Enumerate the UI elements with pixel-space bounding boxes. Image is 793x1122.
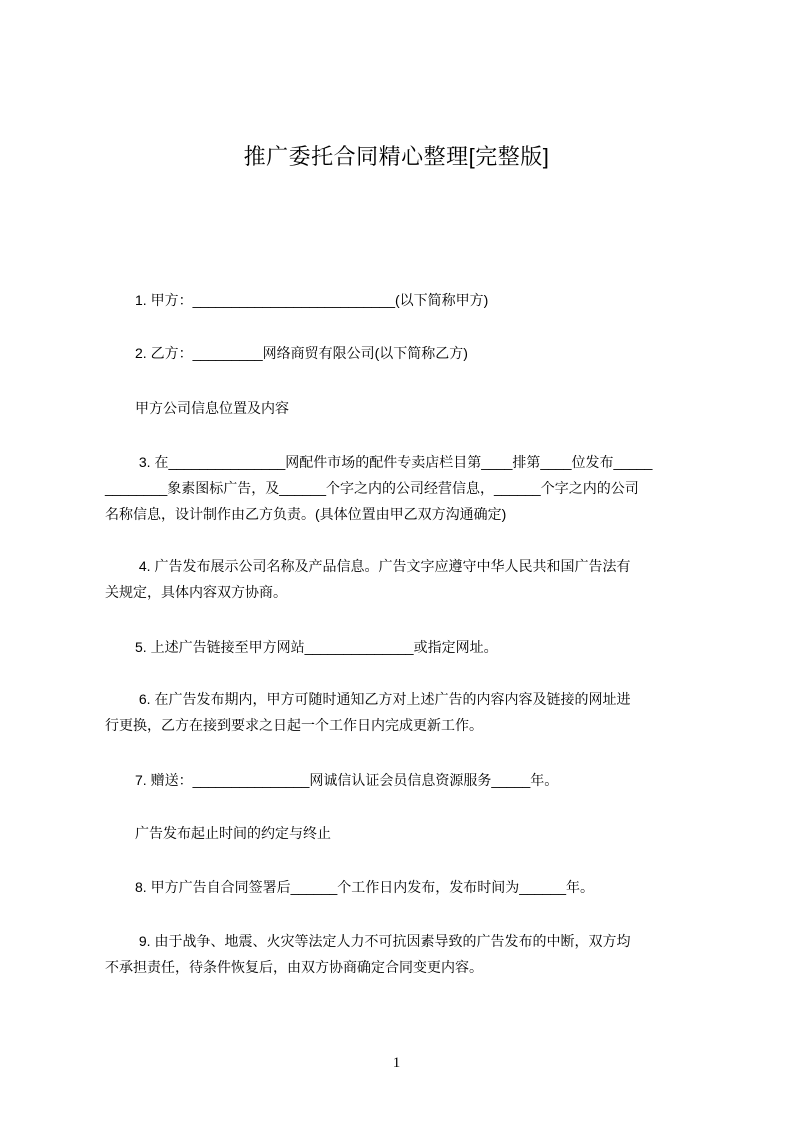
paragraph (105, 287, 705, 313)
paragraph-line: 不承担责任，待条件恢复后，由双方协商确定合同变更内容。 (105, 959, 483, 975)
paragraph (105, 395, 705, 421)
paragraph-line: 9. 由于战争、地震、火灾等法定人力不可抗因素导致的广告发布的中断，双方均 (135, 933, 631, 949)
paragraph-line: 4. 广告发布展示公司名称及产品信息。广告文字应遵守中华人民共和国广告法有 (135, 558, 631, 574)
paragraph-line: 甲方公司信息位置及内容 (135, 400, 289, 416)
paragraph (105, 874, 705, 900)
paragraph-line: 关规定，具体内容双方协商。 (105, 584, 287, 600)
paragraph-line: 名称信息，设计制作由乙方负责。(具体位置由甲乙双方沟通确定) (105, 506, 507, 522)
paragraph (105, 634, 705, 660)
paragraph-line: ________象素图标广告，及______个字之内的公司经营信息，______个字之内的公司 (105, 480, 639, 496)
paragraph-line: 8. 甲方广告自合同签署后______个工作日内发布，发布时间为______年。 (135, 879, 594, 895)
paragraph-line: 6. 在广告发布期内，甲方可随时通知乙方对上述广告的内容内容及链接的网址进 (135, 691, 631, 707)
paragraph (105, 553, 705, 605)
paragraph (105, 686, 705, 738)
paragraph (105, 767, 705, 793)
paragraph-line: 3. 在_______________网配件市场的配件专卖店栏目第____排第____位发布_____ (135, 454, 653, 470)
paragraph-line: 2. 乙方：_________网络商贸有限公司(以下简称乙方) (135, 345, 468, 361)
paragraph (105, 820, 705, 846)
paragraph (105, 340, 705, 366)
paragraph (105, 449, 705, 527)
paragraph-line: 1. 甲方：__________________________(以下简称甲方) (135, 292, 489, 308)
paragraph-line: 7. 赠送：_______________网诚信认证会员信息资源服务_____年。 (135, 772, 559, 788)
paragraph (105, 928, 705, 980)
paragraph-line: 广告发布起止时间的约定与终止 (135, 825, 331, 841)
paragraph-line: 行更换，乙方在接到要求之日起一个工作日内完成更新工作。 (105, 717, 483, 733)
document-title: 推广委托合同精心整理[完整版] (243, 144, 550, 169)
page-number: 1 (392, 1055, 401, 1071)
paragraph-line: 5. 上述广告链接至甲方网站______________或指定网址。 (135, 639, 498, 655)
